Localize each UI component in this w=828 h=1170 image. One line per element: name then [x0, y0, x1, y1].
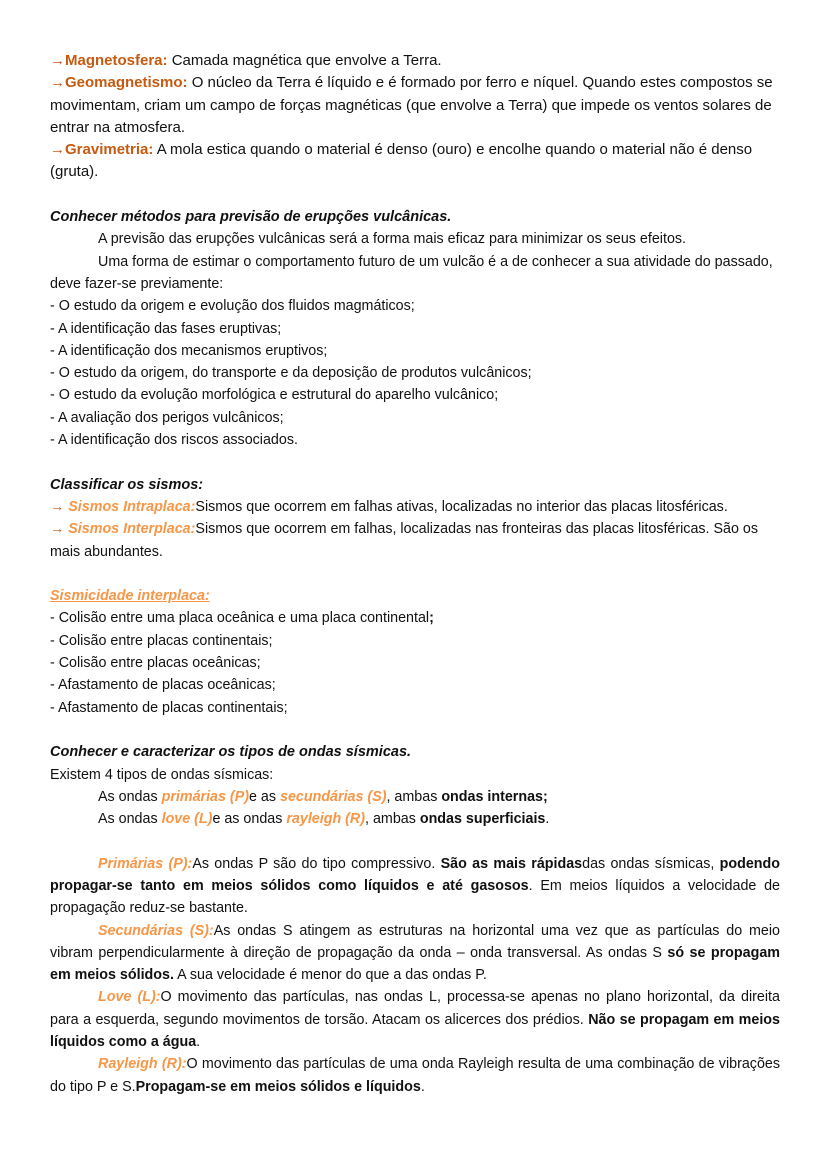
intraplaca-paragraph	[50, 496, 780, 518]
love-term: love (L)	[161, 811, 213, 828]
sismicidade-heading: Sismicidade interplaca:	[50, 588, 210, 605]
text-fragment: e as ondas	[212, 811, 287, 828]
interplaca-text: Sismos que ocorrem em falhas, localizadas nas fronteiras das placas litosféricas. São os mais abundantes.	[50, 521, 759, 560]
rayleigh-paragraph	[50, 1053, 780, 1098]
list-item: - Afastamento de placas continentais;	[50, 699, 288, 716]
text-fragment: e as	[249, 788, 280, 805]
bold-fragment: São as mais rápidas	[440, 855, 583, 872]
text-fragment: das ondas sísmicas,	[582, 855, 720, 872]
colisao-oceanica-continental-text: - Colisão entre uma placa oceânica e uma placa continental	[50, 610, 430, 627]
list-item: - Afastamento de placas oceânicas;	[50, 677, 276, 694]
magnetosfera-paragraph	[50, 50, 780, 72]
text-fragment: O movimento das partículas de uma onda Rayleigh resulta de uma combinação de vibrações do tipo P e S.	[50, 1056, 780, 1095]
list-item: - Colisão entre placas oceânicas;	[50, 655, 261, 672]
primarias-label: Primárias (P):	[98, 855, 193, 872]
gravimetria-text: A mola estica quando o material é denso (ouro) e encolhe quando o material não é denso (gruta).	[50, 141, 753, 181]
interplaca-label: Sismos Interplaca:	[64, 521, 196, 538]
ondas-internas-line	[50, 786, 780, 808]
document-page	[50, 50, 780, 1098]
secundarias-paragraph	[50, 920, 780, 987]
list-item: - A identificação dos mecanismos eruptivos;	[50, 342, 328, 359]
geomagnetismo-label: →Geomagnetismo:	[50, 74, 188, 92]
section-heading-sismos: Classificar os sismos:	[50, 476, 204, 493]
gravimetria-label: →Gravimetria:	[50, 141, 154, 159]
secundarias-label: Secundárias (S):	[98, 922, 214, 939]
rayleigh-term: rayleigh (R)	[286, 811, 366, 828]
arrow-right-icon: →	[50, 521, 65, 538]
ondas-superficiais-line	[50, 808, 780, 830]
volcanic-second-paragraph-rest: deve fazer-se previamente:	[50, 275, 224, 292]
text-fragment: As ondas	[98, 811, 162, 828]
bold-fragment: Não se propagam em meios líquidos como a água	[50, 1011, 780, 1051]
primarias-paragraph	[50, 853, 780, 920]
love-paragraph	[50, 986, 780, 1053]
text-fragment: A sua velocidade é menor do que a das ondas P.	[173, 967, 487, 984]
love-label: Love (L):	[98, 989, 161, 1006]
volcanic-intro-paragraph: A previsão das erupções vulcânicas será a forma mais eficaz para minimizar os seus efeitos.	[98, 231, 687, 248]
list-item: - Colisão entre placas continentais;	[50, 632, 273, 649]
text-fragment: , ambas	[365, 811, 420, 828]
gravimetria-paragraph	[50, 139, 780, 184]
volcanic-second-paragraph-first-line: Uma forma de estimar o comportamento futuro de um vulcão é a de conhecer a sua atividade do passado,	[98, 253, 773, 270]
sismicidade-heading-line	[50, 585, 780, 607]
text-fragment: O movimento das partículas, nas ondas L, processa-se apenas no plano horizontal, da direita para a esquerda, segundo movimentos de torsão. Atacam os alicerces dos prédios.	[50, 989, 780, 1028]
text-fragment: As ondas P são do tipo compressivo.	[192, 855, 441, 872]
bold-fragment: podendo propagar-se tanto em meios sólidos como líquidos e até gasosos	[50, 855, 780, 894]
text-fragment: , ambas	[386, 788, 442, 805]
rayleigh-label: Rayleigh (R):	[98, 1056, 187, 1073]
list-item: - A identificação das fases eruptivas;	[50, 320, 282, 337]
text-fragment: .	[420, 1078, 425, 1095]
sismicidade-list	[50, 630, 780, 719]
interplaca-paragraph	[50, 518, 780, 563]
text-fragment: As ondas	[98, 788, 162, 805]
geomagnetismo-text: O núcleo da Terra é líquido e é formado por ferro e níquel. Quando estes compostos se movimentam, criam um campo de forças magnéticas (que envolve a Terra) que impede os ventos solares de entrar na atmosfera.	[50, 74, 773, 136]
bold-semicolon: ;	[429, 610, 434, 627]
intraplaca-label: Sismos Intraplaca:	[64, 498, 196, 515]
ondas-superficiais-bold: ondas superficiais	[419, 811, 546, 828]
list-item: - A avaliação dos perigos vulcânicos;	[50, 409, 284, 426]
list-item	[50, 607, 780, 629]
geomagnetismo-paragraph	[50, 72, 780, 139]
magnetosfera-text: Camada magnética que envolve a Terra.	[167, 52, 442, 69]
primarias-term: primárias (P)	[161, 788, 249, 805]
bold-fragment: só se propagam em meios sólidos.	[50, 944, 780, 984]
ondas-internas-bold: ondas internas;	[441, 788, 548, 805]
ondas-intro: Existem 4 tipos de ondas sísmicas:	[50, 766, 274, 783]
text-fragment: . Em meios líquidos a velocidade de propagação reduz-se bastante.	[50, 877, 780, 917]
list-item: - O estudo da origem e evolução dos fluidos magmáticos;	[50, 298, 415, 315]
list-item: - O estudo da evolução morfológica e estrutural do aparelho vulcânico;	[50, 387, 499, 404]
secundarias-term: secundárias (S)	[280, 788, 387, 805]
intraplaca-text: Sismos que ocorrem em falhas ativas, localizadas no interior das placas litosféricas.	[195, 498, 728, 515]
section-heading-volcanic: Conhecer métodos para previsão de erupções vulcânicas.	[50, 209, 452, 226]
text-fragment: As ondas S atingem as estruturas na horizontal uma vez que as partículas do meio vibram perpendicularmente à direção de propagação da onda – onda transversal. As ondas S	[50, 922, 780, 961]
arrow-right-icon: →	[50, 498, 65, 515]
section-heading-ondas: Conhecer e caracterizar os tipos de ondas sísmicas.	[50, 744, 412, 761]
list-item: - O estudo da origem, do transporte e da deposição de produtos vulcânicos;	[50, 365, 532, 382]
volcanic-methods-list	[50, 295, 780, 451]
list-item: - A identificação dos riscos associados.	[50, 432, 298, 449]
bold-fragment: Propagam-se em meios sólidos e líquidos	[135, 1078, 421, 1095]
text-fragment: .	[545, 811, 550, 828]
magnetosfera-label: →Magnetosfera:	[50, 52, 168, 69]
text-fragment: .	[196, 1034, 201, 1051]
